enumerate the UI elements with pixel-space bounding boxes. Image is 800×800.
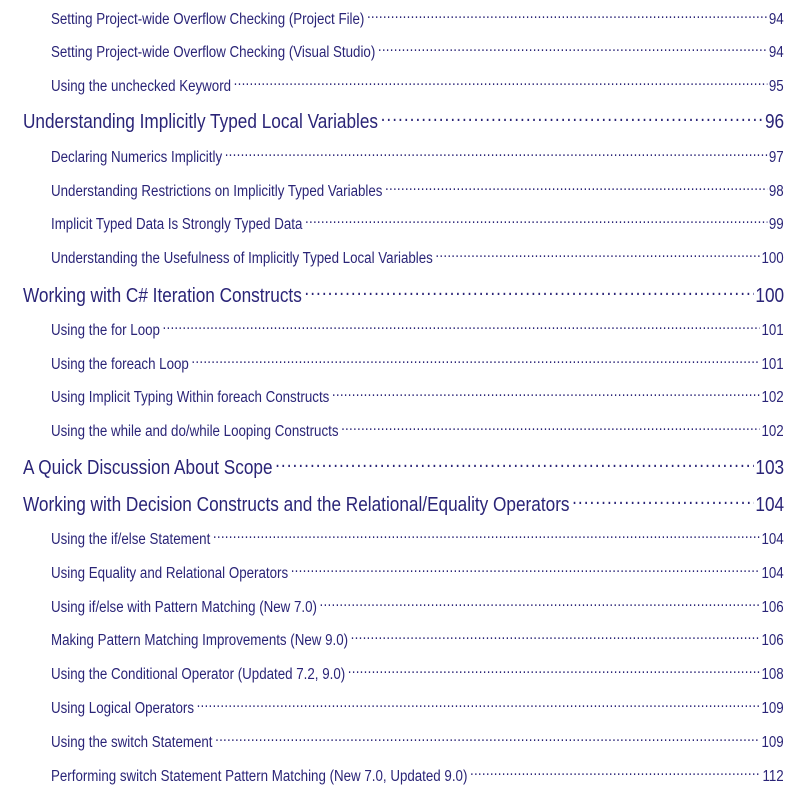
toc-dot-leader bbox=[381, 108, 764, 128]
toc-entry-title: Using the switch Statement bbox=[51, 733, 213, 751]
toc-entry-page: 94 bbox=[768, 10, 784, 28]
toc-dot-leader bbox=[291, 562, 760, 578]
toc-entry[interactable] bbox=[51, 146, 784, 167]
toc-entry-page: 101 bbox=[761, 355, 784, 373]
toc-entry-page: 104 bbox=[761, 564, 784, 582]
toc-dot-leader bbox=[234, 75, 768, 91]
toc-entry-page: 106 bbox=[761, 631, 784, 649]
toc-dot-leader bbox=[348, 663, 760, 679]
toc-dot-leader bbox=[163, 319, 760, 335]
toc-dot-leader bbox=[320, 596, 760, 612]
toc-entry-title: Setting Project-wide Overflow Checking (Visual Studio) bbox=[51, 43, 376, 61]
toc-section-title: Understanding Implicitly Typed Local Variables bbox=[23, 111, 379, 133]
toc-entry-title: Using the for Loop bbox=[51, 321, 160, 339]
toc-section-page: 100 bbox=[755, 285, 785, 307]
toc-section-title: Working with C# Iteration Constructs bbox=[23, 285, 302, 307]
toc-dot-leader bbox=[304, 282, 753, 302]
toc-entry-page: 112 bbox=[762, 767, 784, 785]
toc-dot-leader bbox=[341, 420, 760, 436]
toc-entry-title: Using if/else with Pattern Matching (New 7.0) bbox=[51, 598, 317, 616]
toc-entry[interactable] bbox=[51, 697, 784, 718]
toc-entry-title: Making Pattern Matching Improvements (New 9.0) bbox=[51, 631, 349, 649]
toc-dot-leader bbox=[305, 213, 767, 229]
toc-section-entry[interactable] bbox=[23, 454, 784, 480]
toc-section-title: A Quick Discussion About Scope bbox=[23, 457, 273, 479]
toc-entry-page: 106 bbox=[761, 598, 784, 616]
toc-entry-title: Implicit Typed Data Is Strongly Typed Data bbox=[51, 215, 303, 233]
toc-entry[interactable] bbox=[51, 562, 784, 583]
toc-dot-leader bbox=[351, 629, 760, 645]
toc-section-entry[interactable] bbox=[23, 282, 784, 308]
toc-entry[interactable] bbox=[51, 386, 784, 407]
toc-entry-title: Performing switch Statement Pattern Matching (New 7.0, Updated 9.0) bbox=[51, 767, 468, 785]
toc-entry[interactable] bbox=[51, 528, 784, 549]
toc-entry[interactable] bbox=[51, 247, 784, 268]
toc-section-page: 104 bbox=[755, 494, 785, 516]
toc-entry[interactable] bbox=[51, 41, 784, 62]
toc-entry-title: Using Equality and Relational Operators bbox=[51, 564, 289, 582]
toc-entry[interactable] bbox=[51, 319, 784, 340]
toc-dot-leader bbox=[215, 731, 760, 747]
toc-entry-page: 97 bbox=[768, 148, 784, 166]
toc-entry[interactable] bbox=[51, 629, 784, 650]
toc-entry-title: Setting Project-wide Overflow Checking (Project File) bbox=[51, 10, 365, 28]
toc-entry-page: 109 bbox=[761, 733, 784, 751]
toc-entry-page: 102 bbox=[761, 422, 784, 440]
toc-entry[interactable] bbox=[51, 8, 784, 29]
toc-entry-title: Declaring Numerics Implicitly bbox=[51, 148, 223, 166]
toc-entry-page: 99 bbox=[768, 215, 784, 233]
toc-dot-leader bbox=[225, 146, 767, 162]
toc-dot-leader bbox=[470, 765, 761, 781]
toc-entry-page: 98 bbox=[768, 182, 784, 200]
toc-entry-page: 102 bbox=[761, 388, 784, 406]
toc-dot-leader bbox=[213, 528, 760, 544]
toc-section-entry[interactable] bbox=[23, 108, 784, 134]
toc-entry-title: Using the while and do/while Looping Constructs bbox=[51, 422, 339, 440]
toc-entry-page: 108 bbox=[761, 665, 784, 683]
toc-entry-title: Using Logical Operators bbox=[51, 699, 195, 717]
toc-entry[interactable] bbox=[51, 180, 784, 201]
toc-dot-leader bbox=[332, 386, 760, 402]
toc-entry-page: 109 bbox=[761, 699, 784, 717]
toc-dot-leader bbox=[385, 180, 767, 196]
toc-entry-title: Understanding the Usefulness of Implicitly Typed Local Variables bbox=[51, 249, 433, 267]
toc-entry-title: Using the foreach Loop bbox=[51, 355, 189, 373]
toc-entry[interactable] bbox=[51, 596, 784, 617]
toc-entry-page: 95 bbox=[768, 77, 784, 95]
toc-entry-page: 100 bbox=[761, 249, 784, 267]
toc-entry[interactable] bbox=[51, 75, 784, 96]
toc-entry-page: 104 bbox=[761, 530, 784, 548]
toc-section-entry[interactable] bbox=[23, 491, 784, 517]
toc-entry-title: Using the if/else Statement bbox=[51, 530, 211, 548]
toc-entry-page: 94 bbox=[768, 43, 784, 61]
toc-dot-leader bbox=[572, 491, 754, 511]
toc-dot-leader bbox=[367, 8, 767, 24]
toc-dot-leader bbox=[197, 697, 760, 713]
toc-dot-leader bbox=[378, 41, 767, 57]
toc-dot-leader bbox=[275, 454, 754, 474]
toc-entry[interactable] bbox=[51, 213, 784, 234]
toc-entry-page: 101 bbox=[761, 321, 784, 339]
toc-entry[interactable] bbox=[51, 353, 784, 374]
toc-entry[interactable] bbox=[51, 731, 784, 752]
toc-section-page: 96 bbox=[764, 111, 785, 133]
toc-entry-title: Using the unchecked Keyword bbox=[51, 77, 232, 95]
toc-entry-title: Understanding Restrictions on Implicitly Typed Variables bbox=[51, 182, 383, 200]
toc-section-title: Working with Decision Constructs and the Relational/Equality Operators bbox=[23, 494, 570, 516]
toc-entry-title: Using Implicit Typing Within foreach Constructs bbox=[51, 388, 330, 406]
toc-entry[interactable] bbox=[51, 663, 784, 684]
toc-entry[interactable] bbox=[51, 765, 784, 786]
toc-dot-leader bbox=[435, 247, 759, 263]
toc-section-page: 103 bbox=[755, 457, 785, 479]
toc-entry[interactable] bbox=[51, 420, 784, 441]
toc-entry-title: Using the Conditional Operator (Updated 7.2, 9.0) bbox=[51, 665, 346, 683]
toc-dot-leader bbox=[191, 353, 759, 369]
